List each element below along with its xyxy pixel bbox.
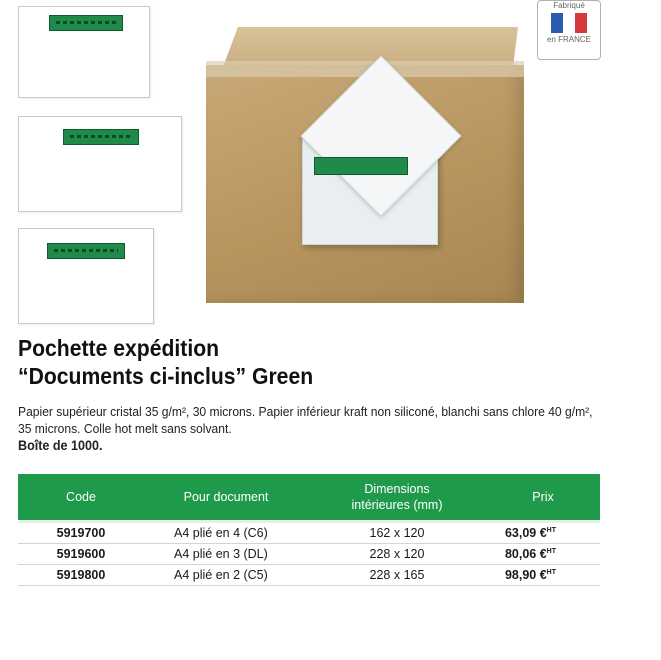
header-dimensions-line-1: Dimensions bbox=[364, 482, 430, 496]
price-value: 80,06 € bbox=[504, 547, 547, 561]
france-flag-icon bbox=[551, 13, 587, 33]
envelope-thumbnail-3 bbox=[18, 228, 154, 324]
row-document: A4 plié en 4 (C6) bbox=[144, 522, 308, 544]
badge-line-2: en FRANCE bbox=[546, 35, 591, 44]
table-header-row bbox=[18, 474, 600, 522]
tax-suffix: HT bbox=[546, 526, 556, 534]
product-title-line-1: Pochette expédition bbox=[18, 335, 220, 361]
product-photo-box bbox=[206, 27, 524, 303]
table-row bbox=[18, 565, 600, 586]
row-code: 5919800 bbox=[18, 565, 144, 586]
row-document: A4 plié en 3 (DL) bbox=[144, 544, 308, 565]
green-label-strip bbox=[49, 15, 123, 31]
document-pouch-label bbox=[314, 157, 408, 175]
envelope-thumbnail-2 bbox=[18, 116, 182, 212]
header-code: Code bbox=[18, 474, 144, 522]
tax-suffix: HT bbox=[546, 568, 556, 576]
row-code: 5919700 bbox=[18, 522, 144, 544]
description-text: Papier supérieur cristal 35 g/m², 30 microns. Papier inférieur kraft non siliconé, blanchi sans chlore 40 g/m², 35 microns. Colle hot melt sans solvant. bbox=[18, 404, 593, 436]
product-title-line-2: “Documents ci-inclus” Green bbox=[18, 363, 314, 389]
table-row bbox=[18, 522, 600, 544]
price-value: 98,90 € bbox=[504, 568, 547, 582]
pricing-table bbox=[18, 474, 600, 586]
product-description bbox=[18, 403, 595, 454]
price-value: 63,09 € bbox=[504, 526, 547, 540]
row-price bbox=[486, 522, 600, 544]
tax-suffix: HT bbox=[546, 547, 556, 555]
header-document: Pour document bbox=[144, 474, 308, 522]
header-dimensions bbox=[308, 474, 486, 522]
row-dimensions: 228 x 120 bbox=[308, 544, 486, 565]
row-dimensions: 162 x 120 bbox=[308, 522, 486, 544]
row-document: A4 plié en 2 (C5) bbox=[144, 565, 308, 586]
green-label-strip bbox=[63, 129, 139, 145]
packaging-text: Boîte de 1000. bbox=[18, 438, 103, 453]
row-dimensions: 228 x 165 bbox=[308, 565, 486, 586]
made-in-france-badge bbox=[537, 0, 601, 60]
header-dimensions-line-2: intérieures (mm) bbox=[351, 498, 443, 512]
green-label-strip bbox=[47, 243, 125, 259]
envelope-thumbnail-1 bbox=[18, 6, 150, 98]
header-price: Prix bbox=[486, 474, 600, 522]
row-code: 5919600 bbox=[18, 544, 144, 565]
badge-line-1: Fabriqué bbox=[553, 1, 585, 10]
product-title bbox=[18, 334, 313, 390]
row-price bbox=[486, 565, 600, 586]
table-row bbox=[18, 544, 600, 565]
row-price bbox=[486, 544, 600, 565]
